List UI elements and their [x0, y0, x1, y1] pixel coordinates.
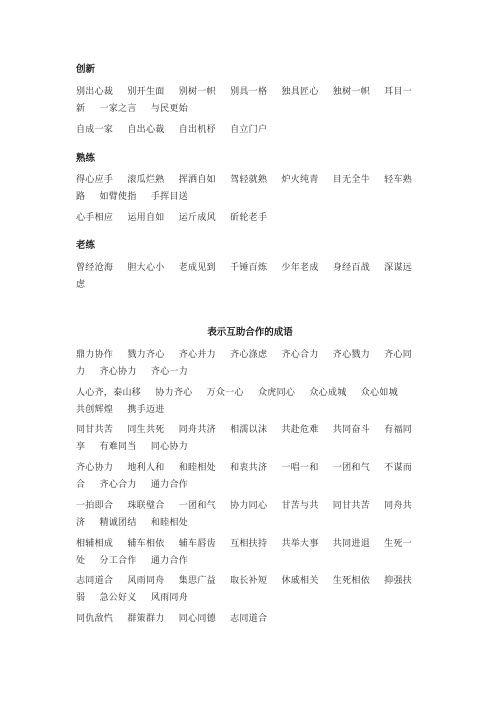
idiom-paragraph: 同仇敌忾 群策群力 同心同德 志同道合	[76, 614, 268, 624]
idiom-paragraph: 鼎力协作 戮力齐心 齐心并力 齐心涤虑 齐心合力 齐心戮力 齐心同力 齐心协力 齐心一力	[76, 350, 413, 377]
idiom-paragraph: 人心齐，泰山移 协力齐心 万众一心 众虎同心 众心成城 众心如城 共创辉煌 携手迈进	[76, 388, 398, 415]
idiom-paragraph: 别出心裁 别开生面 别树一帜 别具一格 独具匠心 独树一帜 耳目一新 一家之言 与民更始	[76, 87, 413, 114]
idiom-paragraph: 志同道合 风雨同舟 集思广益 取长补短 休戚相关 生死相依 抑强扶弱 急公好义 风雨同舟	[76, 576, 413, 603]
idiom-paragraph: 同甘共苦 同生共死 同舟共济 相濡以沫 共赴危难 共同奋斗 有福同享 有难同当 同心协力	[76, 425, 413, 452]
idiom-paragraph: 心手相应 运用自如 运斤成风 斫轮老手	[76, 213, 268, 223]
idiom-paragraph: 曾经沧海 胆大心小 老成见到 千锤百炼 少年老成 身经百战 深谋远虑	[76, 263, 413, 290]
idiom-paragraph: 一拍即合 珠联璧合 一团和气 协力同心 甘苦与共 同甘共苦 同舟共济 精诚团结 和睦相处	[76, 501, 413, 528]
idiom-paragraph: 自成一家 自出心裁 自出机杼 自立门户	[76, 125, 268, 135]
idiom-paragraph: 相辅相成 辅车相依 辅车唇齿 互相扶持 共举大事 共同进退 生死一处 分工合作 通力合作	[76, 539, 413, 566]
section-heading-experience: 老练	[76, 240, 96, 251]
section-heading-innovation: 创新	[76, 64, 96, 75]
section-heading-proficiency: 熟练	[76, 153, 96, 164]
cooperation-title: 表示互助合作的成语	[207, 327, 293, 338]
idiom-paragraph: 得心应手 滚瓜烂熟 挥洒自如 驾轻就熟 炉火纯青 目无全牛 轻车熟路 如臂使指 手挥目送	[76, 175, 413, 202]
idiom-paragraph: 齐心协力 地利人和 和睦相处 和衷共济 一唱一和 一团和气 不谋而合 齐心合力 通力合作	[76, 463, 413, 490]
